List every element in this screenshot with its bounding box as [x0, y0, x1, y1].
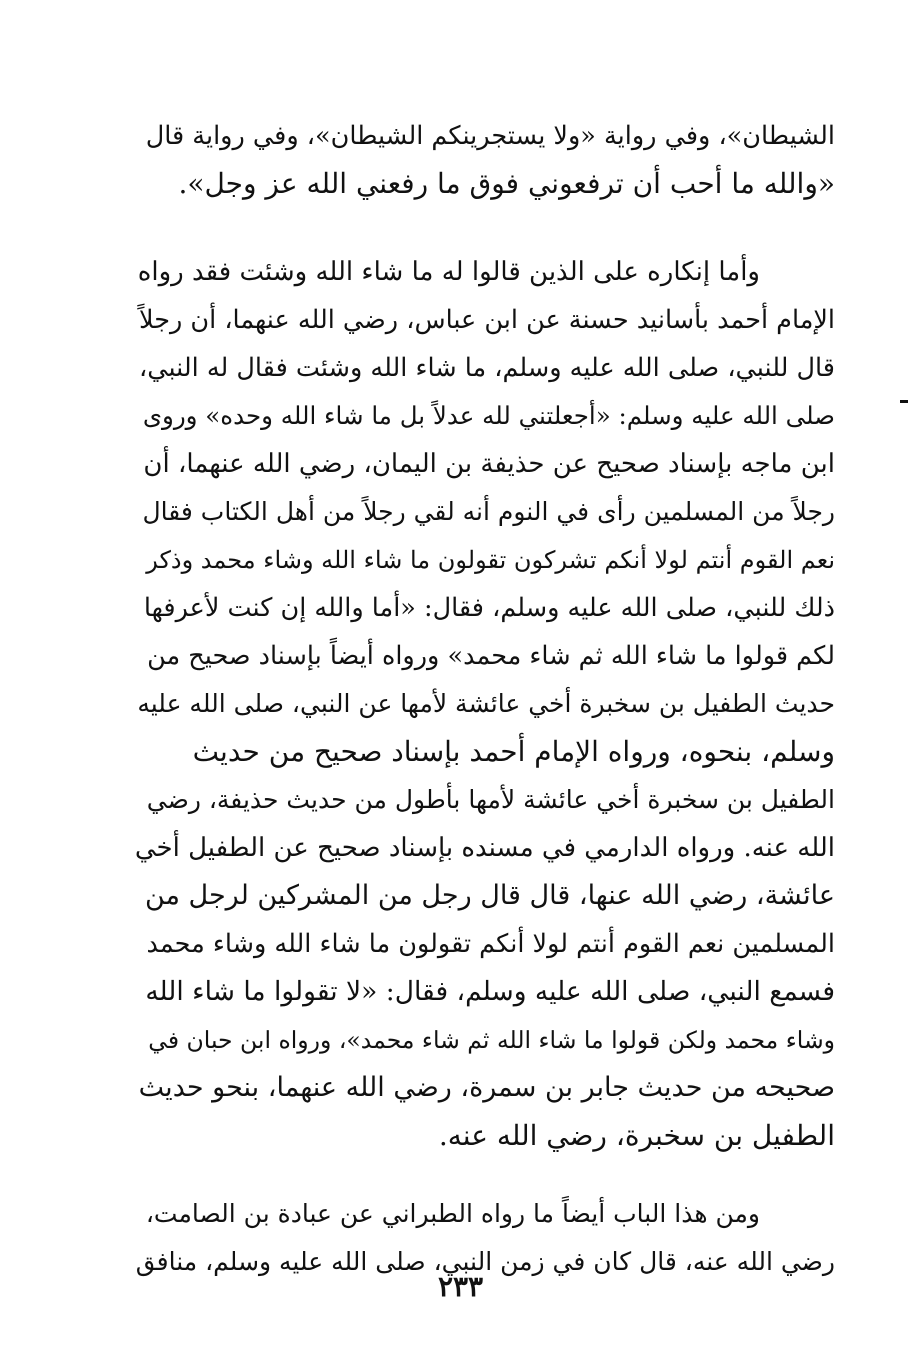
text-line: صلى الله عليه وسلم: «أجعلتني لله عدلاً بل ما شاء الله وحده» وروى [142, 401, 835, 430]
text-line: المسلمين نعم القوم أنتم لولا أنكم تقولون ما شاء الله وشاء محمد [146, 929, 835, 959]
paragraph-1 [135, 112, 835, 208]
paragraph-2 [135, 248, 835, 1160]
text-line: فسمع النبي، صلى الله عليه وسلم، فقال: «لا تقولوا ما شاء الله [145, 976, 835, 1007]
text-line: صحيحه من حديث جابر بن سمرة، رضي الله عنهما، بنحو حديث [138, 1072, 835, 1103]
page-number: ٢٣٣ [437, 1270, 484, 1303]
text-line: «والله ما أحب أن ترفعوني فوق ما رفعني الله عز وجل». [178, 167, 835, 200]
text-line: الإمام أحمد بأسانيد حسنة عن ابن عباس، رضي الله عنهما، أن رجلاً [139, 305, 835, 335]
text-line: وسلم، بنحوه، ورواه الإمام أحمد بإسناد صحيح من حديث [192, 735, 835, 768]
page-body [135, 112, 835, 1286]
text-line: الطفيل بن سخبرة، رضي الله عنه. [438, 1119, 835, 1152]
text-line: نعم القوم أنتم لولا أنكم تشركون تقولون ما شاء الله وشاء محمد وذكر [146, 546, 835, 574]
text-line: وشاء محمد ولكن قولوا ما شاء الله ثم شاء محمد»، ورواه ابن حبان في [148, 1026, 835, 1054]
text-line: الشيطان»، وفي رواية «ولا يستجرينكم الشيطان»، وفي رواية قال [145, 121, 835, 151]
text-line: وأما إنكاره على الذين قالوا له ما شاء الله وشئت فقد رواه [137, 257, 760, 287]
text-line: ذلك للنبي، صلى الله عليه وسلم، فقال: «أما والله إن كنت لأعرفها [143, 593, 835, 623]
text-line: الله عنه. ورواه الدارمي في مسنده بإسناد صحيح عن الطفيل أخي [135, 833, 835, 863]
text-line: ومن هذا الباب أيضاً ما رواه الطبراني عن عبادة بن الصامت، [145, 1199, 760, 1228]
text-line: قال للنبي، صلى الله عليه وسلم، ما شاء الله وشئت فقال له النبي، [139, 353, 835, 383]
text-line: الطفيل بن سخبرة أخي عائشة لأمها بأطول من حديث حذيفة، رضي [146, 785, 835, 814]
text-line: ابن ماجه بإسناد صحيح عن حذيفة بن اليمان، رضي الله عنهما، أن [143, 449, 835, 479]
text-line: حديث الطفيل بن سخبرة أخي عائشة لأمها عن النبي، صلى الله عليه [137, 689, 835, 718]
text-line: لكم قولوا ما شاء الله ثم شاء محمد» ورواه أيضاً بإسناد صحيح من [147, 641, 835, 671]
text-line: عائشة، رضي الله عنها، قال قال رجل من المشركين لرجل من [144, 880, 835, 911]
text-line: رجلاً من المسلمين رأى في النوم أنه لقي رجلاً من أهل الكتاب فقال [142, 497, 835, 526]
margin-mark [900, 400, 908, 403]
text-line: رضي الله عنه، قال كان في زمن النبي، صلى الله عليه وسلم، منافق [135, 1247, 835, 1276]
